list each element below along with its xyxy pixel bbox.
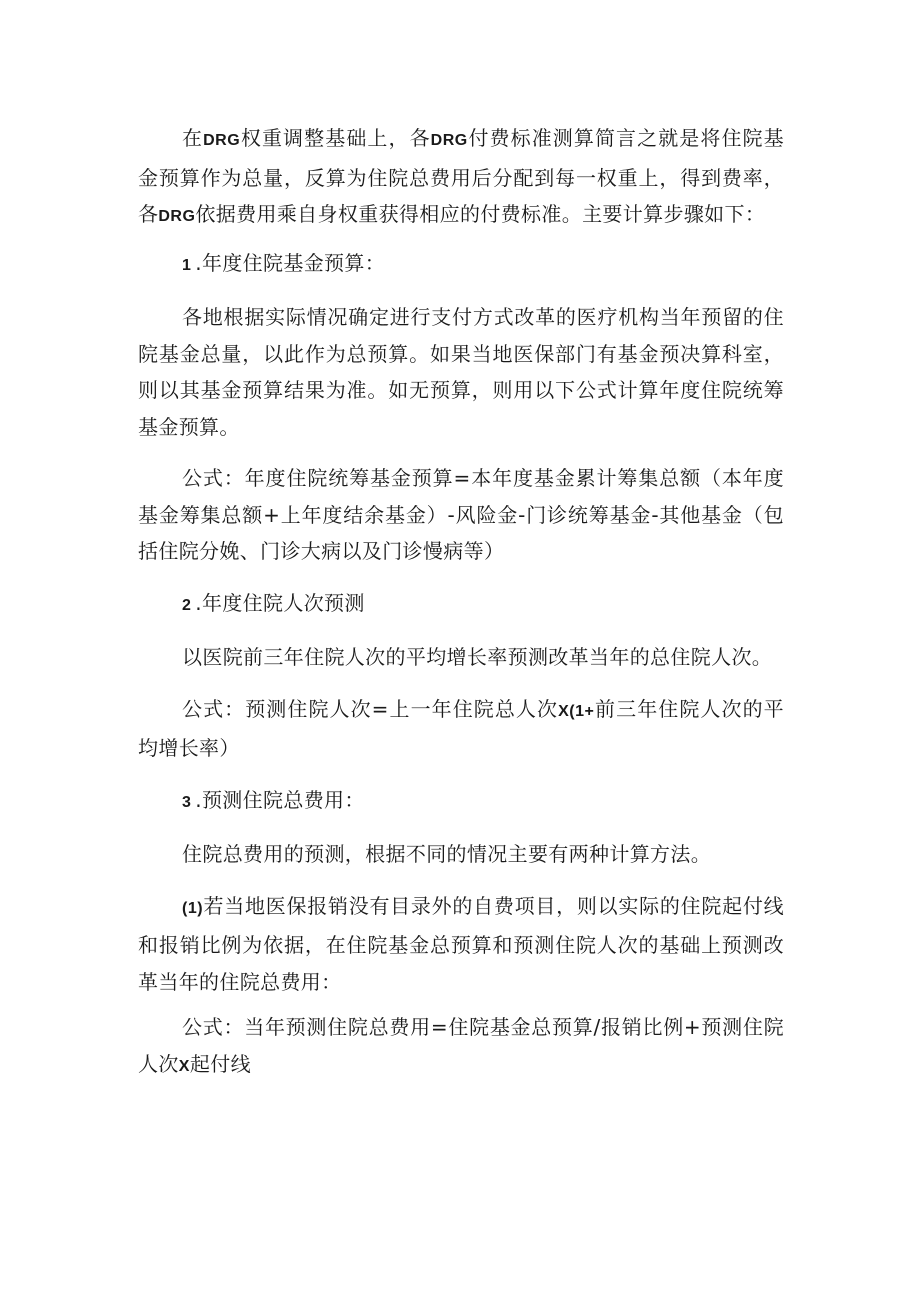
text-run: 前三年住院人次的平均增长率） — [138, 696, 784, 760]
formula-operator: X — [178, 1057, 190, 1075]
drg-term: DRG — [158, 208, 196, 225]
list-marker: (1) — [182, 899, 204, 917]
section-title: .年度住院人次预测 — [195, 590, 365, 615]
section-number: 3 — [182, 793, 192, 811]
cost-formula-paragraph — [138, 1009, 784, 1085]
admissions-formula-paragraph — [138, 691, 784, 767]
cost-method-1-paragraph — [138, 888, 784, 1001]
text-run: 付费标准测算简言之就是将住院基金预算作为总量，反算为住院总费用后分配到每一权重上，得到费率，各 — [138, 126, 784, 226]
section-number: 2 — [182, 596, 192, 614]
drg-term: DRG — [203, 132, 241, 149]
text-run: 依据费用乘自身权重获得相应的付费标准。主要计算步骤如下： — [195, 202, 766, 226]
section-number: 1 — [182, 256, 192, 274]
cost-paragraph: 住院总费用的预测，根据不同的情况主要有两种计算方法。 — [182, 842, 712, 866]
intro-paragraph — [138, 120, 784, 236]
section-heading-3 — [138, 782, 784, 822]
budget-paragraph: 各地根据实际情况确定进行支付方式改革的医疗机构当年预留的住院基金总量，以此作为总预算。如果当地医保部门有基金预决算科室，则以其基金预算结果为准。如无预算，则用以下公式计算年度住院统筹基金预算。 — [138, 305, 784, 439]
section-title: .年度住院基金预算： — [195, 250, 386, 275]
section-heading-2 — [138, 585, 784, 625]
section-title: .预测住院总费用： — [195, 787, 365, 812]
text-run: 权重调整基础上，各 — [240, 126, 431, 150]
text-run: 公式：预测住院人次=上一年住院总人次 — [182, 696, 559, 721]
text-run: 若当地医保报销没有目录外的自费项目，则以实际的住院起付线和报销比例为依据，在住院基金总预算和预测住院人次的基础上预测改革当年的住院总费用： — [138, 893, 784, 994]
section-heading-1 — [138, 245, 784, 285]
text-run: 在 — [182, 126, 204, 150]
text-run: 起付线 — [189, 1051, 251, 1076]
document-body — [138, 120, 784, 1100]
formula-operator: X(1+ — [558, 702, 595, 720]
text-run: 公式：当年预测住院总费用=住院基金总预算/报销比例+预测住院人次 — [138, 1015, 784, 1076]
budget-formula-paragraph: 公式：年度住院统筹基金预算=本年度基金累计筹集总额（本年度基金筹集总额+上年度结余基金）-风险金-门诊统筹基金-其他基金（包括住院分娩、门诊大病以及门诊慢病等） — [138, 466, 784, 563]
drg-term: DRG — [430, 132, 468, 149]
admissions-paragraph: 以医院前三年住院人次的平均增长率预测改革当年的总住院人次。 — [182, 645, 773, 669]
